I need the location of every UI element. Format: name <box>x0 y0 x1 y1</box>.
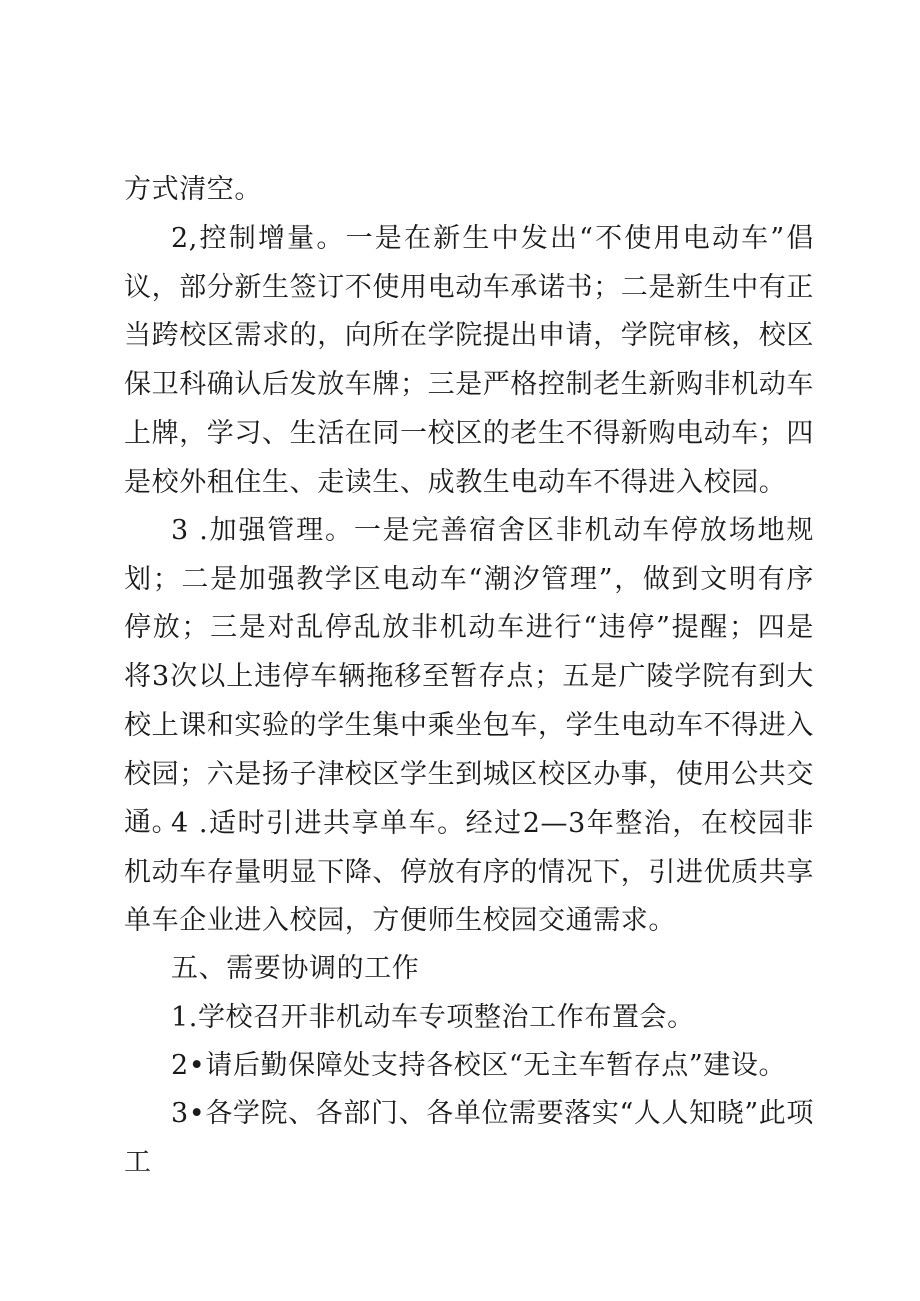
list-item: 3•各学院、各部门、各单位需要落实“人人知晓”此项工 <box>124 1098 814 1178</box>
section-heading: 五、需要协调的工作 <box>171 953 420 984</box>
list-item: 2•请后勤保障处支持各校区“无主车暂存点”建设。 <box>171 1050 787 1081</box>
list-item: 1.学校召开非机动车专项整治工作布置会。 <box>171 1002 695 1033</box>
paragraph-control-increment: 2,控制增量。一是在新生中发出“不使用电动车”倡议，部分新生签订不使用电动车承诺书；二是新生中有正当跨校区需求的，向所在学院提出申请，学院审核，校区保卫科确认后发放车牌；三是严格控制老生新购非机动车上牌，学习、生活在同一校区的老生不得新购电动车；四是校外租住生、走读生、成教生电动车不得进入校园。 <box>124 223 814 498</box>
paragraph-strengthen-management: 3 .加强管理。一是完善宿舍区非机动车停放场地规划；二是加强教学区电动车“潮汐管理”，做到文明有序停放；三是对乱停乱放非机动车进行“违停”提醒；四是将3次以上违停车辆拖移至暂存点；五是广陵学院有到大校上课和实验的学生集中乘坐包车，学生电动车不得进入校园；六是扬子津校区学生到城区校区办事，使用公共交通。 <box>124 515 814 839</box>
paragraph-shared-bikes: 4 .适时引进共享单车。经过2—3年整治，在校园非机动车存量明显下降、停放有序的情况下，引进优质共享单车企业进入校园，方便师生校园交通需求。 <box>124 808 814 937</box>
paragraph-continuation: 方式清空。 <box>124 174 262 205</box>
